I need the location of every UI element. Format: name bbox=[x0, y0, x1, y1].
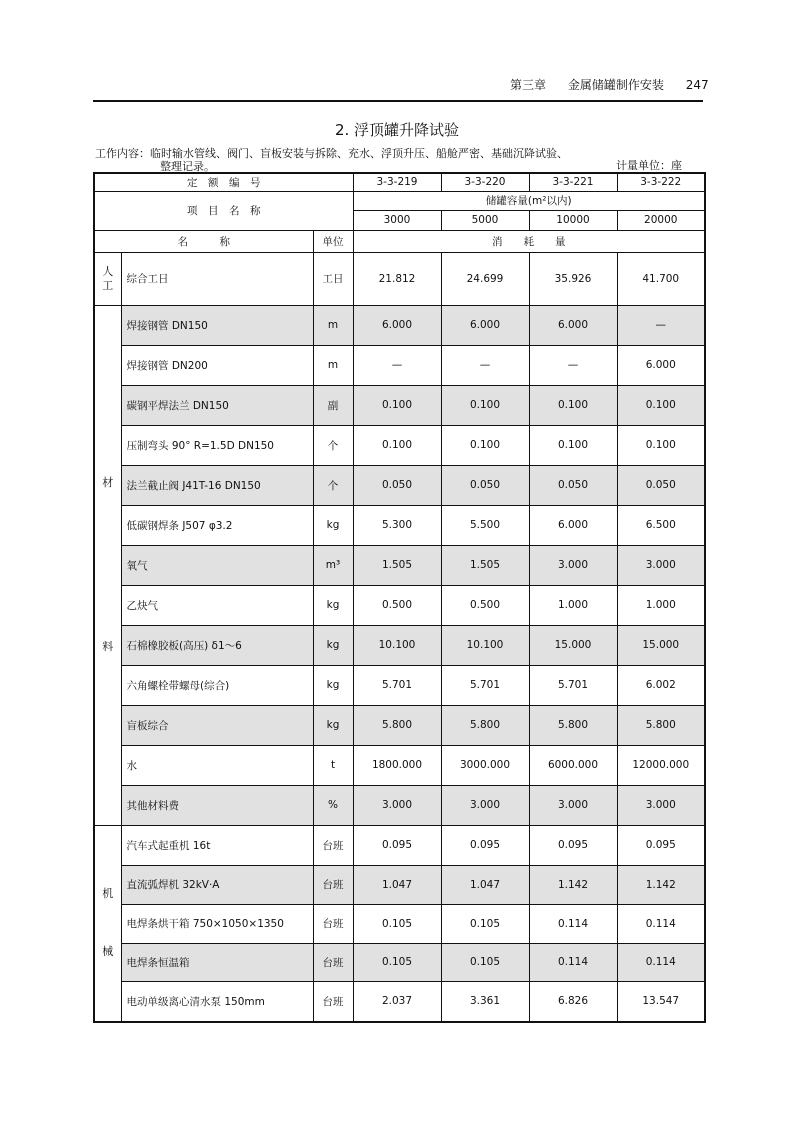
item-name: 氧气 bbox=[121, 545, 313, 585]
table-row bbox=[94, 625, 705, 665]
item-value: 6.000 bbox=[529, 505, 617, 545]
item-value: 5.300 bbox=[353, 505, 441, 545]
item-unit: 工日 bbox=[313, 252, 353, 305]
category-char: 材 bbox=[102, 476, 114, 489]
item-value: 0.050 bbox=[441, 465, 529, 505]
item-value: 5.800 bbox=[441, 705, 529, 745]
category-char: 工 bbox=[102, 278, 114, 292]
item-value: 0.100 bbox=[353, 385, 441, 425]
item-value: 6.002 bbox=[617, 665, 705, 705]
item-value: 6.500 bbox=[617, 505, 705, 545]
item-value: 5.701 bbox=[353, 665, 441, 705]
item-value: 5.500 bbox=[441, 505, 529, 545]
quota-label: 定 额 编 号 bbox=[94, 173, 353, 191]
item-value: 10.100 bbox=[441, 625, 529, 665]
item-value: — bbox=[441, 345, 529, 385]
item-name: 石棉橡胶板(高压) δ1～6 bbox=[121, 625, 313, 665]
item-name: 其他材料费 bbox=[121, 785, 313, 825]
item-value: 0.100 bbox=[529, 385, 617, 425]
item-value: 1.505 bbox=[353, 545, 441, 585]
table-row bbox=[94, 785, 705, 825]
item-unit: 台班 bbox=[313, 865, 353, 904]
item-value: 1.505 bbox=[441, 545, 529, 585]
capacity-label: 储罐容量(m²以内) bbox=[353, 191, 705, 210]
item-value: 3.361 bbox=[441, 981, 529, 1022]
item-value: 12000.000 bbox=[617, 745, 705, 785]
item-value: 3.000 bbox=[441, 785, 529, 825]
table-row bbox=[94, 943, 705, 981]
table-row bbox=[94, 345, 705, 385]
category-labor bbox=[94, 252, 121, 305]
quota-code: 3-3-219 bbox=[353, 173, 441, 191]
item-value: 0.105 bbox=[353, 904, 441, 943]
item-value: 0.100 bbox=[353, 425, 441, 465]
page-number: 247 bbox=[685, 78, 709, 92]
table-row bbox=[94, 545, 705, 585]
table-row bbox=[94, 705, 705, 745]
item-value: 1.047 bbox=[441, 865, 529, 904]
item-value: 6000.000 bbox=[529, 745, 617, 785]
quota-code: 3-3-220 bbox=[441, 173, 529, 191]
item-value: 6.000 bbox=[529, 305, 617, 345]
item-name: 综合工日 bbox=[121, 252, 313, 305]
item-value: 0.100 bbox=[617, 385, 705, 425]
table-row bbox=[94, 981, 705, 1022]
table-row bbox=[94, 665, 705, 705]
item-value: 0.095 bbox=[441, 825, 529, 865]
item-unit: kg bbox=[313, 585, 353, 625]
item-name: 焊接钢管 DN150 bbox=[121, 305, 313, 345]
item-value: 0.114 bbox=[617, 904, 705, 943]
item-value: 0.095 bbox=[617, 825, 705, 865]
item-unit: 个 bbox=[313, 465, 353, 505]
item-value: 0.100 bbox=[529, 425, 617, 465]
item-value: — bbox=[529, 345, 617, 385]
table-row bbox=[94, 904, 705, 943]
item-value: 5.701 bbox=[529, 665, 617, 705]
item-name: 六角螺栓带螺母(综合) bbox=[121, 665, 313, 705]
item-value: 0.105 bbox=[441, 943, 529, 981]
item-name: 低碳钢焊条 J507 φ3.2 bbox=[121, 505, 313, 545]
item-name: 乙炔气 bbox=[121, 585, 313, 625]
item-value: 0.100 bbox=[441, 385, 529, 425]
item-value: 5.701 bbox=[441, 665, 529, 705]
item-value: 2.037 bbox=[353, 981, 441, 1022]
item-name: 直流弧焊机 32kV·A bbox=[121, 865, 313, 904]
item-unit: kg bbox=[313, 705, 353, 745]
table-row bbox=[94, 465, 705, 505]
item-value: 6.000 bbox=[353, 305, 441, 345]
item-value: 6.000 bbox=[617, 345, 705, 385]
work-content-line2: 整理记录。 bbox=[160, 160, 215, 173]
item-unit: m bbox=[313, 345, 353, 385]
item-unit: m bbox=[313, 305, 353, 345]
item-unit: 台班 bbox=[313, 981, 353, 1022]
item-unit: kg bbox=[313, 665, 353, 705]
unit-label: 计量单位：座 bbox=[616, 159, 682, 172]
name-column-header: 名 称 bbox=[94, 230, 313, 252]
capacity-value: 10000 bbox=[529, 210, 617, 230]
table-row bbox=[94, 585, 705, 625]
item-value: 5.800 bbox=[617, 705, 705, 745]
item-value: 0.105 bbox=[441, 904, 529, 943]
section-label: 金属储罐制作安装 bbox=[567, 78, 664, 92]
item-value: 0.100 bbox=[617, 425, 705, 465]
item-value: 5.800 bbox=[353, 705, 441, 745]
category-char: 械 bbox=[102, 945, 114, 959]
item-value: 0.114 bbox=[617, 943, 705, 981]
item-value: 0.050 bbox=[353, 465, 441, 505]
item-value: 15.000 bbox=[617, 625, 705, 665]
item-value: 0.500 bbox=[353, 585, 441, 625]
item-value: 1.000 bbox=[617, 585, 705, 625]
table-row bbox=[94, 252, 705, 305]
item-unit: kg bbox=[313, 625, 353, 665]
consumption-header: 消 耗 量 bbox=[353, 230, 705, 252]
column-header-row bbox=[94, 230, 705, 252]
header-rule bbox=[93, 100, 703, 102]
category-char: 机 bbox=[102, 887, 114, 901]
quota-table bbox=[93, 172, 706, 1023]
item-unit: 台班 bbox=[313, 943, 353, 981]
table-row bbox=[94, 385, 705, 425]
item-value: 0.114 bbox=[529, 904, 617, 943]
table-row bbox=[94, 865, 705, 904]
category-machine bbox=[94, 825, 121, 1022]
item-value: 5.800 bbox=[529, 705, 617, 745]
work-content-label: 工作内容： bbox=[95, 147, 150, 160]
item-value: 35.926 bbox=[529, 252, 617, 305]
item-value: 0.095 bbox=[529, 825, 617, 865]
unit-column-header: 单位 bbox=[313, 230, 353, 252]
item-unit: 台班 bbox=[313, 825, 353, 865]
item-value: 3.000 bbox=[529, 545, 617, 585]
item-value: 0.095 bbox=[353, 825, 441, 865]
item-value: 6.000 bbox=[441, 305, 529, 345]
item-name: 压制弯头 90° R=1.5D DN150 bbox=[121, 425, 313, 465]
item-value: 15.000 bbox=[529, 625, 617, 665]
item-name: 焊接钢管 DN200 bbox=[121, 345, 313, 385]
item-name-label: 项 目 名 称 bbox=[94, 191, 353, 230]
item-name: 电焊条恒温箱 bbox=[121, 943, 313, 981]
category-char: 人 bbox=[102, 264, 114, 278]
item-value: 21.812 bbox=[353, 252, 441, 305]
item-name: 电焊条烘干箱 750×1050×1350 bbox=[121, 904, 313, 943]
capacity-value: 20000 bbox=[617, 210, 705, 230]
quota-code: 3-3-222 bbox=[617, 173, 705, 191]
item-value: 1.047 bbox=[353, 865, 441, 904]
table-row bbox=[94, 505, 705, 545]
capacity-header-row bbox=[94, 191, 705, 210]
item-value: 0.050 bbox=[617, 465, 705, 505]
item-value: 1.000 bbox=[529, 585, 617, 625]
page-header bbox=[510, 76, 709, 93]
item-value: 0.050 bbox=[529, 465, 617, 505]
item-value: 3.000 bbox=[617, 545, 705, 585]
table-row bbox=[94, 305, 705, 345]
item-value: 10.100 bbox=[353, 625, 441, 665]
item-unit: t bbox=[313, 745, 353, 785]
item-unit: 个 bbox=[313, 425, 353, 465]
item-value: 1.142 bbox=[617, 865, 705, 904]
table-row bbox=[94, 745, 705, 785]
table-row bbox=[94, 825, 705, 865]
item-value: 3000.000 bbox=[441, 745, 529, 785]
item-unit: 副 bbox=[313, 385, 353, 425]
item-value: 1.142 bbox=[529, 865, 617, 904]
item-name: 盲板综合 bbox=[121, 705, 313, 745]
item-name: 法兰截止阀 J41T-16 DN150 bbox=[121, 465, 313, 505]
capacity-value: 5000 bbox=[441, 210, 529, 230]
item-value: 41.700 bbox=[617, 252, 705, 305]
item-unit: kg bbox=[313, 505, 353, 545]
item-unit: 台班 bbox=[313, 904, 353, 943]
item-value: — bbox=[617, 305, 705, 345]
work-content bbox=[95, 147, 568, 173]
item-name: 电动单级离心清水泵 150mm bbox=[121, 981, 313, 1022]
item-value: 0.500 bbox=[441, 585, 529, 625]
page-title: 2. 浮顶罐升降试验 bbox=[334, 121, 460, 139]
item-value: 1800.000 bbox=[353, 745, 441, 785]
item-name: 碳钢平焊法兰 DN150 bbox=[121, 385, 313, 425]
item-name: 汽车式起重机 16t bbox=[121, 825, 313, 865]
work-content-line1: 临时输水管线、阀门、盲板安装与拆除、充水、浮顶升压、船舱严密、基础沉降试验、 bbox=[150, 147, 568, 160]
item-value: 0.105 bbox=[353, 943, 441, 981]
item-value: 3.000 bbox=[529, 785, 617, 825]
item-value: 0.114 bbox=[529, 943, 617, 981]
item-value: 3.000 bbox=[617, 785, 705, 825]
item-value: 0.100 bbox=[441, 425, 529, 465]
item-value: — bbox=[353, 345, 441, 385]
item-unit: m³ bbox=[313, 545, 353, 585]
item-value: 6.826 bbox=[529, 981, 617, 1022]
item-value: 13.547 bbox=[617, 981, 705, 1022]
item-name: 水 bbox=[121, 745, 313, 785]
item-unit: % bbox=[313, 785, 353, 825]
quota-code: 3-3-221 bbox=[529, 173, 617, 191]
table-row bbox=[94, 425, 705, 465]
category-char: 料 bbox=[102, 640, 114, 653]
item-value: 24.699 bbox=[441, 252, 529, 305]
item-value: 3.000 bbox=[353, 785, 441, 825]
chapter-label: 第三章 bbox=[510, 78, 547, 92]
capacity-value: 3000 bbox=[353, 210, 441, 230]
category-material bbox=[94, 305, 121, 825]
quota-code-row bbox=[94, 173, 705, 191]
